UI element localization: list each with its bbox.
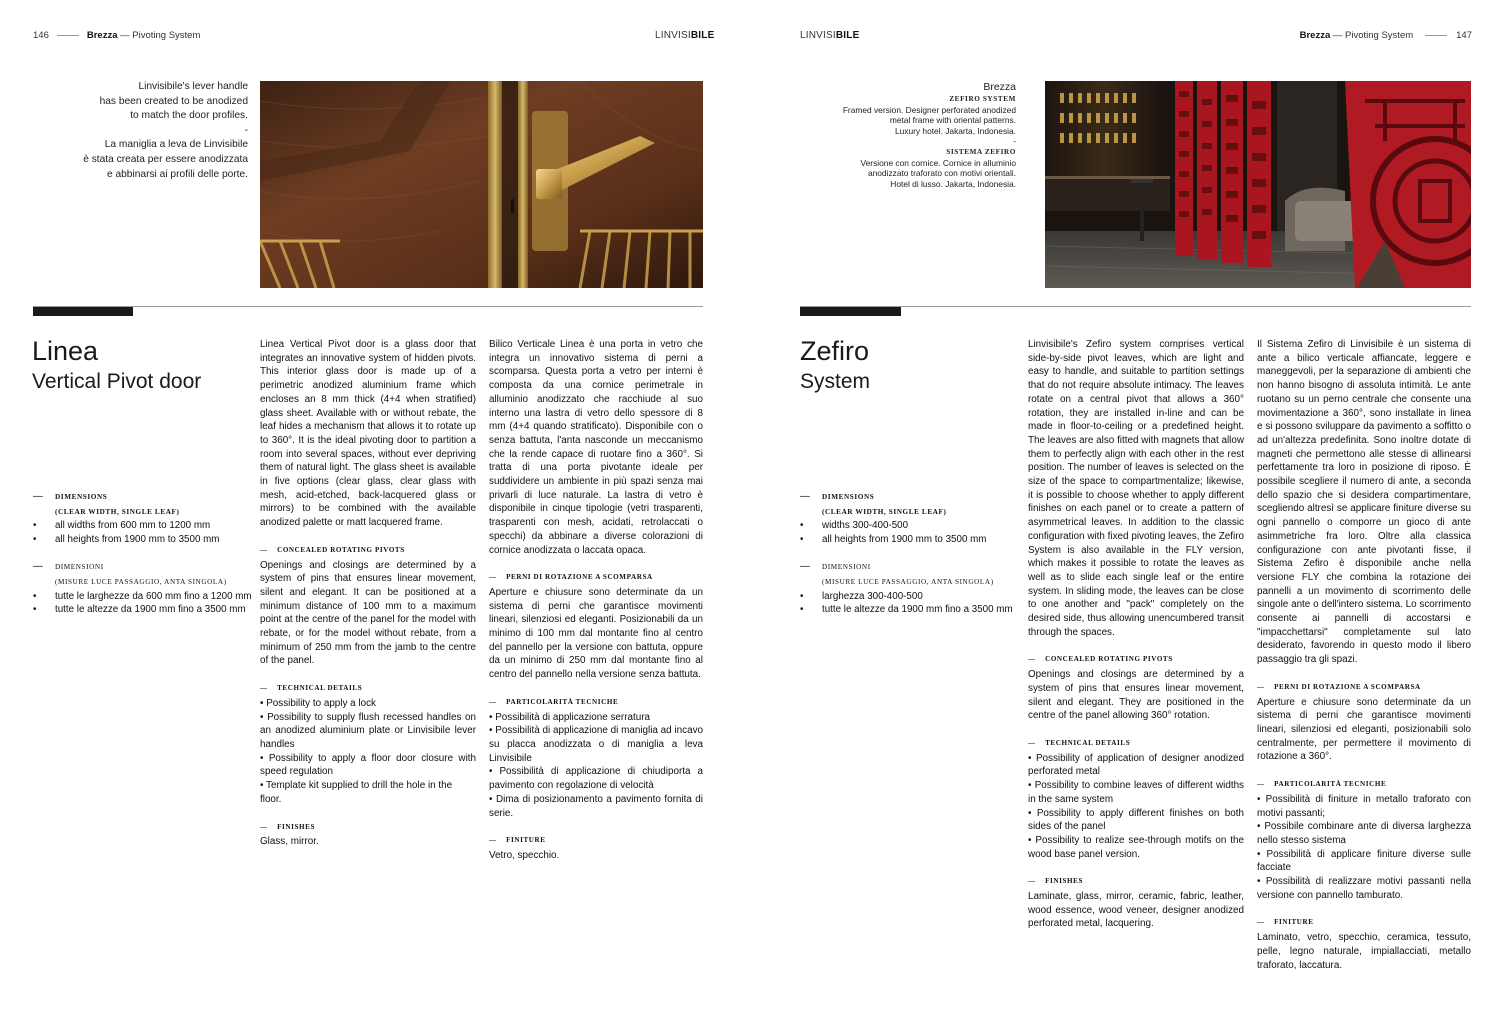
spec-item: • larghezza 300-400-500	[800, 590, 923, 602]
dimensions-block-right: — DIMENSIONS (CLEAR WIDTH, SINGLE LEAF) • widths 300-400-500 • all heights from 1900 mm to 3500 mm — DIMENSIONI (MISURE LUCE PASSAGGIO, ANTA SINGOLA) • larghezza 300-400-500 • tutte le altezze da 1900 mm fino a 3500 mm	[800, 490, 1022, 617]
page-header-left	[33, 30, 200, 41]
page-number: 146	[33, 30, 49, 41]
product-title-right	[800, 336, 870, 396]
title-line-1: Zefiro	[800, 336, 870, 366]
english-column-right: Linvisibile's Zefiro system comprises vertical side-by-side pivot leaves, which are light and easy to handle, and suitable to partition settings that do not require absolute intimacy. The leaves rotate on a central pivot that allows a 360° rotation, they are installed in-line and can be made in floor-to-ceiling or a predefined height. The leaves are also fitted with magnets that allow them to perfectly align with each other in the rest position. The number of leaves is selected on the size of the space to compartmentalize; likewise, it is possible to choose whether to apply different finishes on each panel or to create a pattern of asymmetrical leaves. In addition to the classic configuration with fixed pivoting leaves, the Zefiro System is also available in the FLY version, which makes it possible to rotate the leaves as well as to slide each single leaf or the entire system. In sliding mode, the leaves can be close to one another and "pack" completely on the desired side, thus allowing unencumbered transit through the spaces. — CONCEALED ROTATING PIVOTS Openings and closings are determined by a system of pins that ensures linear movement, silent and elegant. They are positioned in the centre of the panel allowing 360° rotation. — TECHNICAL DETAILS • Possibility of application of designer anodized perforated metal • Possibility to combine leaves of different widths in the same system • Possibility to apply different finishes on both sides of the panel • Possibility to realize see-through motifs on the wood base panel version. — FINISHES Laminate, glass, mirror, ceramic, fabric, leather, wood essence, wood veneer, designer anodized perforated metal, lacquering.	[1028, 339, 1244, 930]
italian-column-right: Il Sistema Zefiro di Linvisibile è un sistema di ante a bilico verticale affiancate, leggere e maneggevoli, per la separazione di ambienti che non hanno bisogno di assoluta intimità. Le ante ruotano su un perno centrale che consente una movimentazione a 360°, sono installate in linea e si possono sviluppare da pavimento a soffitto o ad un'altezza predefinita. Sono inoltre dotate di magneti che permettono alle stesse di allinearsi perfettamente tra loro in posizione di riposo. È possibile scegliere il numero di ante, a seconda dello spazio che si desidera compartimentare, scegliendo altresì se applicare finiture diverse su ogni pannello o comporre un gioco di ante asimmetriche fra loro. Oltre alla classica configurazione con ante pivotanti fisse, il Sistema Zefiro è disponibile anche nella versione FLY che combina la rotazione dei pannelli a un movimento di scorrimento delle singole ante o dell'intero sistema. Lo scorrimento consente ai pannelli di accostarsi e "impacchettarsi" completamente sul lato desiderato, favorendo in questo modo il libero passaggio tra gli spazi. — PERNI DI ROTAZIONE A SCOMPARSA Aperture e chiusure sono determinate da un sistema di perni che garantisce movimenti lineari, silenziosi ed eleganti, posizionabili solo centralmente, per permettere il movimento di rotazione a 360°. — PARTICOLARITÀ TECNICHE • Possibilità di finiture in metallo traforato con motivi passanti; • Possibile combinare ante di diversa larghezza nello stesso sistema • Possibilità di applicare finiture diverse sulle facciate • Possibilità di realizzare motivi passanti nella versione con pannello tamburato. — FINITURE Laminato, vetro, specchio, ceramica, tessuto, pelle, legno naturale, impiallacciati, metallo traforato, laccatura.	[1257, 339, 1471, 971]
hotel-interior-image	[1045, 81, 1471, 288]
intro-text: Linvisibile's Zefiro system comprises vertical side-by-side pivot leaves, which are light and easy to handle, and suitable to partition settings that do not require absolute intimacy. The leaves rotate on a central pivot that allows a 360° rotation, they are installed in-line and can be made in floor-to-ceiling or a predefined height. The leaves are also fitted with magnets that allow them to perfectly align with each other in the rest position. The number of leaves is selected on the size of the space to compartmentalize; likewise, it is possible to choose whether to apply different finishes on each panel or to create a pattern of asymmetrical leaves. In addition to the classic configuration with fixed pivoting leaves, the Zefiro System is also available in the FLY version, which makes it possible to rotate the leaves as well as to slide each single leaf or the entire system. In sliding mode, the leaves can be close to one another and "pack" completely on the desired side, thus allowing unencumbered transit through the spaces.	[1028, 339, 1244, 638]
page-header-right	[1300, 30, 1472, 41]
hotel-interior-photo	[1045, 81, 1471, 288]
page-number: 147	[1456, 30, 1472, 41]
intro-text: Linea Vertical Pivot door is a glass door that integrates an innovative system of hidden pivots. This interior glass door is made up of a perimetric anodized aluminium frame which encloses an 8 mm thick (4+4 when stratified) glass sheet. Available with or without rebate, the leaf hides a mechanism that allows it to rotate up to 360°. It is the ideal pivoting door to partition a room into several spaces, without ever depriving them of natural light. The glass sheet is available in five options (clear glass, clear glass with mesh, acid-etched, back-lacquered glass or mirrors) to be combined with the available anodized palette or matt lacquered frame.	[260, 339, 476, 529]
header-subtitle: — Pivoting System	[120, 30, 201, 41]
photo-caption-right: Brezza ZEFIRO SYSTEM Framed version. Designer perforated anodized metal frame with oriental patterns. Luxury hotel. Jakarta, Indonesia. - SISTEMA ZEFIRO Versione con cornice. Cornice in alluminio anodizzato traforato con motivi orientali. Hotel di lusso. Jakarta, Indonesia.	[842, 81, 1016, 189]
spec-item: • all widths from 600 mm to 1200 mm	[33, 520, 211, 532]
spec-item: • all heights from 1900 mm to 3500 mm	[800, 533, 987, 545]
dimensions-block-left: — DIMENSIONS (CLEAR WIDTH, SINGLE LEAF) • all widths from 600 mm to 1200 mm • all heights from 1900 mm to 3500 mm — DIMENSIONI (MISURE LUCE PASSAGGIO, ANTA SINGOLA) • tutte le larghezze da 600 mm fino a 1200 mm • tutte le altezze da 1900 mm fino a 3500 mm	[33, 490, 255, 617]
lever-handle-image	[260, 81, 703, 288]
brand-logo-right: LINVISIBILE	[800, 30, 860, 41]
brand-logo-left: LINVISIBILE	[655, 30, 715, 41]
header-dash	[1425, 35, 1447, 36]
photo-caption-left: Linvisibile's lever handle has been created to be anodized to match the door profiles. - La maniglia a leva de Linvisibile è stata creata per essere anodizzata e abbinarsi ai profili delle porte.	[83, 81, 248, 180]
intro-text: Il Sistema Zefiro di Linvisibile è un sistema di ante a bilico verticale affiancate, leggere e maneggevoli, per la separazione di ambienti che non hanno bisogno di assoluta intimità. Le ante ruotano su un perno centrale che consente una movimentazione a 360°, sono installate in linea e si possono sviluppare da pavimento a soffitto o ad un'altezza predefinita. Sono inoltre dotate di magneti che permettono alle stesse di allinearsi perfettamente tra loro in posizione di riposo. È possibile scegliere il numero di ante, a seconda dello spazio che si desidera compartimentare, scegliendo altresì se applicare finiture diverse su ogni pannello o comporre un gioco di ante asimmetriche fra loro. Oltre alla classica configurazione con ante pivotanti fisse, il Sistema Zefiro è disponibile anche nella versione FLY che combina la rotazione dei pannelli a un movimento di scorrimento delle singole ante o dell'intero sistema. Lo scorrimento consente ai pannelli di accostarsi e "impacchettarsi" completamente sul lato desiderato, favorendo in questo modo il libero passaggio tra gli spazi.	[1257, 339, 1471, 666]
title-line-2: System	[800, 370, 871, 393]
header-section: Brezza	[1299, 30, 1331, 41]
english-column-left: Linea Vertical Pivot door is a glass door that integrates an innovative system of hidden pivots. This interior glass door is made up of a perimetric anodized aluminium frame which encloses an 8 mm thick (4+4 when stratified) glass sheet. Available with or without rebate, the leaf hides a mechanism that allows it to rotate up to 360°. It is the ideal pivoting door to partition a room into several spaces, without ever depriving them of natural light. The glass sheet is available in five options (clear glass, clear glass with mesh, acid-etched, back-lacquered glass or mirrors) to be combined with the available anodized palette or matt lacquered frame. — CONCEALED ROTATING PIVOTS Openings and closings are determined by a system of pins that ensures linear movement, silent and elegant. It can be positioned at a minimum distance of 100 mm to a maximum point at the centre of the panel for the model with rebate, or for the model without rebate, from a minimum of 250 mm from the jamb to the centre of the panel. — TECHNICAL DETAILS • Possibility to apply a lock • Possibility to supply flush recessed handles on an anodized aluminium plate or Linvisibile lever handles • Possibility to apply a floor door closure with speed regulation • Template kit supplied to drill the hole in the floor. — FINISHES Glass, mirror.	[260, 339, 476, 848]
title-line-1: Linea	[32, 336, 99, 366]
header-subtitle: — Pivoting System	[1332, 30, 1414, 41]
header-section: Brezza	[86, 30, 118, 41]
spec-item: • tutte le altezze da 1900 mm fino a 3500 mm	[800, 604, 1013, 616]
section-rule-left	[33, 306, 703, 307]
section-bar-left	[33, 307, 133, 316]
header-dash	[57, 35, 79, 36]
intro-text: Bilico Verticale Linea è una porta in vetro che integra un innovativo sistema di perni a scomparsa. Questa porta a vetro per interni è composta da una cornice perimetrale in alluminio anodizzato che racchiude al suo interno una lastra di vetro dello spessore di 8 mm (4+4 quando stratificato). Disponibile con o senza battuta, l'anta nasconde un meccanismo che la rende capace di ruotare fino a 360°. Si tratta di una porta pivotante ideale per suddividere un ambiente in più spazi senza mai privarli di luce naturale. La lastra di vetro è disponibile in cinque tipologie (vetri trasparenti, trasparenti con mesh, acidati, retrolaccati o specchi) da abbinare a diverse colorazioni di cornice anodizzata o laccata opaca.	[489, 339, 703, 556]
italian-column-left: Bilico Verticale Linea è una porta in vetro che integra un innovativo sistema di perni a scomparsa. Questa porta a vetro per interni è composta da una cornice perimetrale in alluminio anodizzato che racchiude al suo interno una lastra di vetro dello spessore di 8 mm (4+4 quando stratificato). Disponibile con o senza battuta, l'anta nasconde un meccanismo che la rende capace di ruotare fino a 360°. Si tratta di una porta pivotante ideale per suddividere un ambiente in più spazi senza mai privarli di luce naturale. La lastra di vetro è disponibile in cinque tipologie (vetri trasparenti, trasparenti con mesh, acidati, retrolaccati o specchi) da abbinare a diverse colorazioni di cornice anodizzata o laccata opaca. — PERNI DI ROTAZIONE A SCOMPARSA Aperture e chiusure sono determinate da un sistema di perni che garantisce movimenti lineari, silenziosi ed eleganti. Posizionabili da un minimo di 100 mm dal montante fino al centro del pannello per la versione con battuta, oppure da un minimo di 250 mm dal montante fino al centro del pannello nella versione senza battuta. — PARTICOLARITÀ TECNICHE • Possibilità di applicazione serratura • Possibilità di applicazione di maniglia ad incavo su placca anodizzata o di maniglia a leva Linvisibile • Possibilità di applicazione di chiudiporta a pavimento con regolazione di velocità • Dima di posizionamento a pavimento fornita di serie. — FINITURE Vetro, specchio.	[489, 339, 703, 861]
spec-item: • tutte le larghezze da 600 mm fino a 1200 mm	[33, 590, 252, 602]
title-line-2: Vertical Pivot door	[32, 370, 202, 393]
spec-item: • all heights from 1900 mm to 3500 mm	[33, 533, 220, 545]
product-title-left	[32, 336, 201, 396]
spec-item: • widths 300-400-500	[800, 520, 909, 532]
spec-item: • tutte le altezze da 1900 mm fino a 3500 mm	[33, 604, 246, 616]
lever-handle-photo	[260, 81, 703, 288]
section-bar-right	[800, 307, 901, 316]
